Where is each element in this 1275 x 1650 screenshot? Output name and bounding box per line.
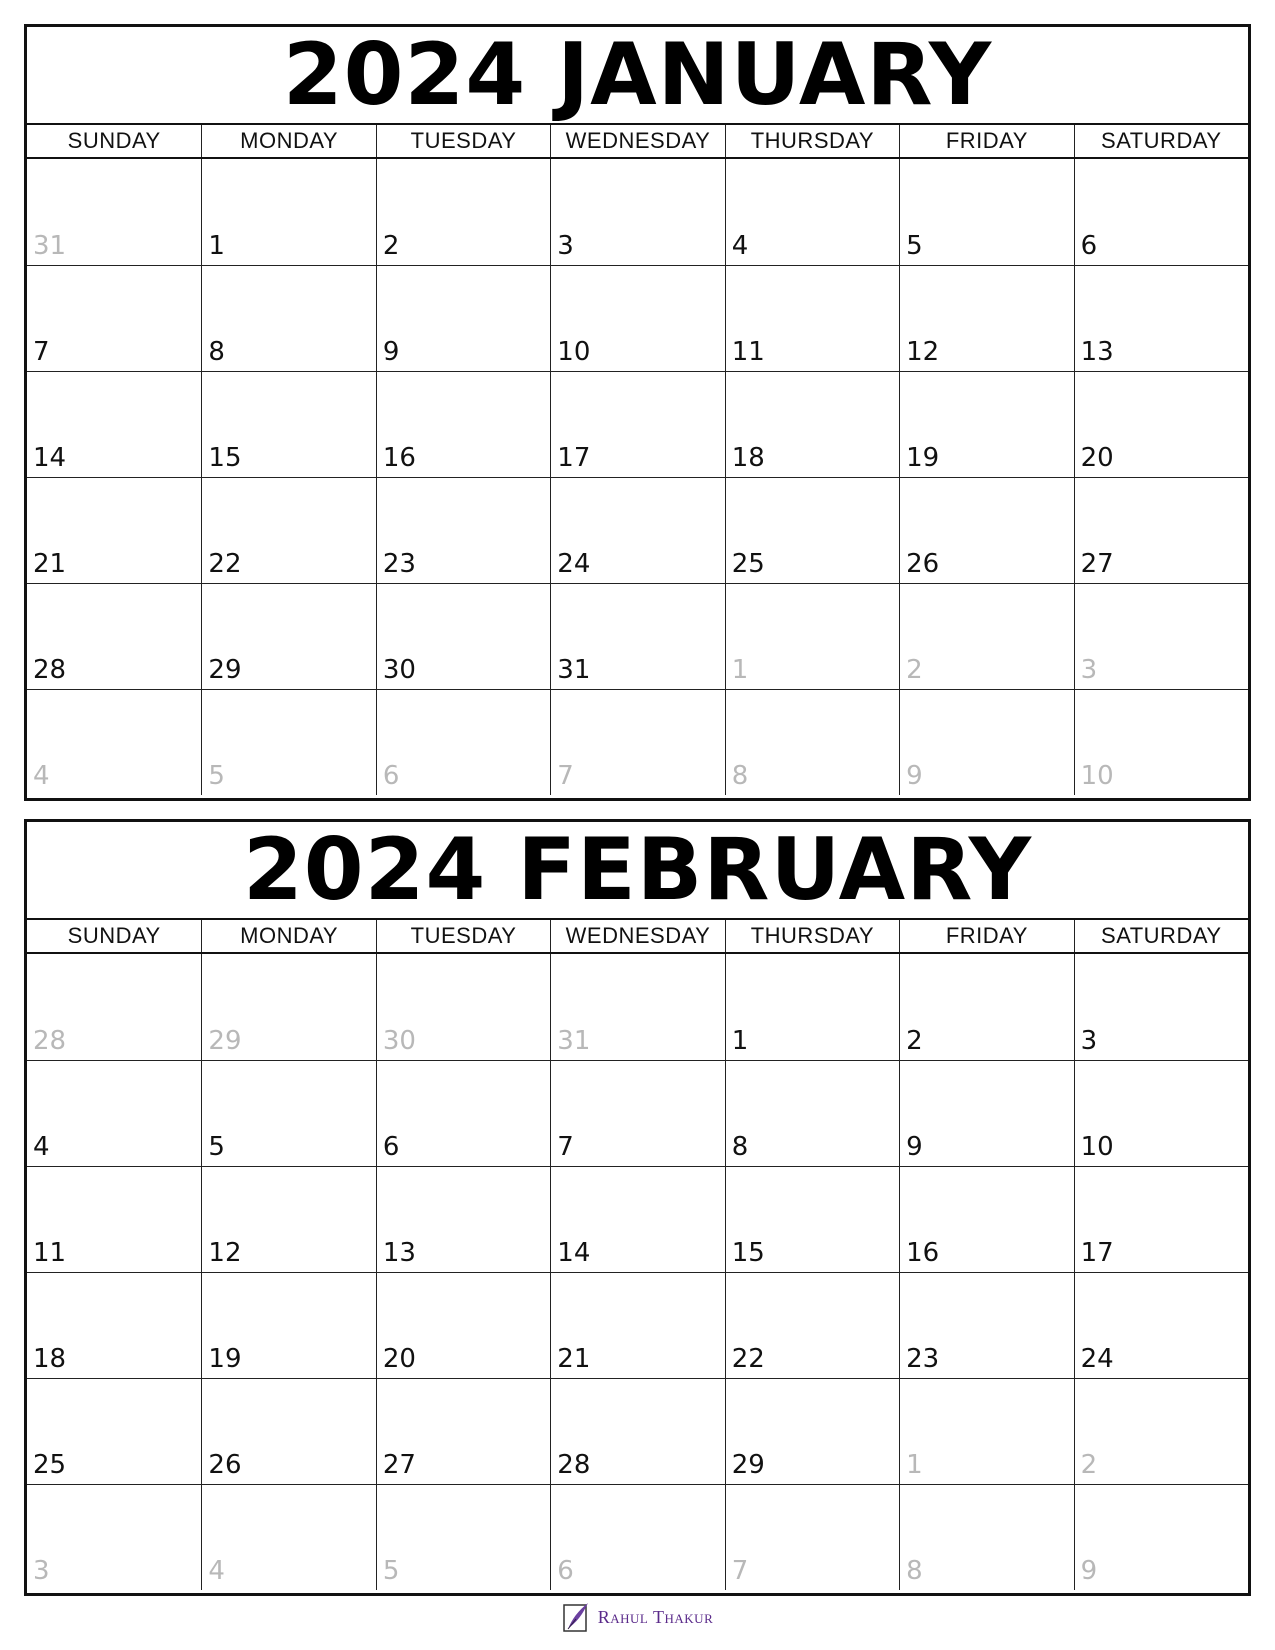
day-cell bbox=[550, 583, 724, 689]
day-cell bbox=[725, 689, 899, 795]
day-cell bbox=[1074, 1272, 1248, 1378]
adjacent-month-day-number: 4 bbox=[208, 1556, 225, 1586]
day-cell bbox=[27, 1378, 201, 1484]
day-number: 26 bbox=[208, 1450, 242, 1480]
day-number: 9 bbox=[906, 1132, 923, 1162]
day-cell bbox=[201, 371, 375, 477]
weekday-label: FRIDAY bbox=[899, 125, 1073, 157]
adjacent-month-day-number: 1 bbox=[906, 1450, 923, 1480]
day-cell bbox=[27, 265, 201, 371]
day-cell bbox=[201, 1060, 375, 1166]
day-number: 30 bbox=[382, 655, 416, 685]
day-cell bbox=[725, 1166, 899, 1272]
day-cell bbox=[725, 159, 899, 265]
day-number: 6 bbox=[1080, 231, 1098, 261]
adjacent-month-day-number: 8 bbox=[906, 1556, 923, 1586]
day-number: 10 bbox=[557, 337, 591, 367]
adjacent-month-day-number: 9 bbox=[906, 761, 923, 791]
adjacent-month-day-number: 7 bbox=[731, 1556, 749, 1586]
day-cell bbox=[376, 1272, 550, 1378]
day-cell bbox=[201, 1272, 375, 1378]
day-cell bbox=[899, 1060, 1073, 1166]
day-cell bbox=[899, 1484, 1073, 1590]
day-cell bbox=[376, 265, 550, 371]
day-cell bbox=[899, 265, 1073, 371]
day-number: 20 bbox=[382, 1344, 416, 1374]
day-number: 17 bbox=[557, 443, 591, 473]
adjacent-month-day-number: 3 bbox=[33, 1556, 50, 1586]
day-cell bbox=[1074, 159, 1248, 265]
weekday-label: THURSDAY bbox=[725, 920, 899, 952]
day-number: 17 bbox=[1080, 1238, 1114, 1268]
day-cell bbox=[1074, 1484, 1248, 1590]
day-number: 27 bbox=[1080, 549, 1114, 579]
day-cell bbox=[725, 1378, 899, 1484]
weekday-label: SATURDAY bbox=[1074, 125, 1248, 157]
day-number: 19 bbox=[906, 443, 940, 473]
day-number: 21 bbox=[33, 549, 67, 579]
weekday-label: WEDNESDAY bbox=[550, 125, 724, 157]
day-cell bbox=[201, 1484, 375, 1590]
footer-branding bbox=[0, 1597, 1275, 1637]
adjacent-month-day-number: 1 bbox=[731, 655, 749, 685]
day-cell bbox=[550, 689, 724, 795]
weekday-label: TUESDAY bbox=[376, 125, 550, 157]
day-cell bbox=[1074, 371, 1248, 477]
day-number: 15 bbox=[208, 443, 242, 473]
day-cell bbox=[27, 583, 201, 689]
day-number: 11 bbox=[33, 1238, 67, 1268]
day-number: 16 bbox=[382, 443, 416, 473]
adjacent-month-day-number: 6 bbox=[557, 1556, 574, 1586]
day-number: 20 bbox=[1080, 443, 1114, 473]
day-cell bbox=[201, 1166, 375, 1272]
day-number: 5 bbox=[906, 231, 923, 261]
day-cell bbox=[899, 1378, 1073, 1484]
day-cell bbox=[725, 371, 899, 477]
day-cell bbox=[201, 477, 375, 583]
adjacent-month-day-number: 5 bbox=[208, 761, 225, 791]
day-cell bbox=[1074, 954, 1248, 1060]
day-number: 5 bbox=[208, 1132, 225, 1162]
weekday-label: SUNDAY bbox=[67, 128, 161, 153]
day-cell bbox=[550, 371, 724, 477]
weekday-header bbox=[27, 125, 1248, 159]
day-number: 15 bbox=[731, 1238, 765, 1268]
day-cell bbox=[1074, 265, 1248, 371]
adjacent-month-day-number: 7 bbox=[557, 761, 574, 791]
day-number: 11 bbox=[731, 337, 765, 367]
calendar-title: 2024 JANUARY bbox=[27, 27, 1248, 125]
day-number: 22 bbox=[208, 549, 242, 579]
day-cell bbox=[1074, 583, 1248, 689]
day-cell bbox=[27, 477, 201, 583]
adjacent-month-day-number: 31 bbox=[33, 231, 67, 261]
adjacent-month-day-number: 5 bbox=[382, 1556, 400, 1586]
day-number: 4 bbox=[33, 1132, 50, 1162]
day-number: 13 bbox=[1080, 337, 1114, 367]
weekday-label: TUESDAY bbox=[376, 920, 550, 952]
day-number: 16 bbox=[906, 1238, 940, 1268]
weekday-label: WEDNESDAY bbox=[550, 920, 724, 952]
adjacent-month-day-number: 3 bbox=[1080, 655, 1098, 685]
day-cell bbox=[725, 265, 899, 371]
day-number: 18 bbox=[33, 1344, 67, 1374]
day-number: 27 bbox=[382, 1450, 416, 1480]
adjacent-month-day-number: 8 bbox=[731, 761, 749, 791]
day-cell bbox=[1074, 1166, 1248, 1272]
day-cell bbox=[1074, 689, 1248, 795]
day-cell bbox=[376, 583, 550, 689]
weekday-label: SATURDAY bbox=[1074, 920, 1248, 952]
day-number: 28 bbox=[557, 1450, 591, 1480]
day-number: 29 bbox=[731, 1450, 765, 1480]
weekday-label: SUNDAY bbox=[67, 923, 161, 948]
day-number: 25 bbox=[33, 1450, 67, 1480]
day-cell bbox=[1074, 1060, 1248, 1166]
day-cell bbox=[899, 954, 1073, 1060]
day-cell bbox=[899, 583, 1073, 689]
day-cell bbox=[376, 954, 550, 1060]
day-grid bbox=[27, 159, 1248, 795]
day-number: 6 bbox=[382, 1132, 400, 1162]
day-cell bbox=[899, 159, 1073, 265]
day-cell bbox=[1074, 477, 1248, 583]
day-cell bbox=[376, 689, 550, 795]
weekday-label: THURSDAY bbox=[725, 125, 899, 157]
adjacent-month-day-number: 6 bbox=[382, 761, 400, 791]
day-number: 26 bbox=[906, 549, 940, 579]
brand-name: Rahul Thakur bbox=[597, 1606, 714, 1627]
day-number: 12 bbox=[906, 337, 940, 367]
day-number: 1 bbox=[208, 231, 225, 261]
day-cell bbox=[376, 1484, 550, 1590]
day-cell bbox=[201, 954, 375, 1060]
day-number: 22 bbox=[731, 1344, 765, 1374]
quill-feather-icon bbox=[562, 1601, 590, 1633]
day-cell bbox=[550, 1166, 724, 1272]
day-cell bbox=[201, 583, 375, 689]
day-number: 7 bbox=[557, 1132, 574, 1162]
adjacent-month-day-number: 10 bbox=[1080, 761, 1114, 791]
adjacent-month-day-number: 9 bbox=[1080, 1556, 1098, 1586]
day-cell bbox=[725, 1484, 899, 1590]
day-cell bbox=[550, 265, 724, 371]
day-cell bbox=[550, 1378, 724, 1484]
day-cell bbox=[550, 1484, 724, 1590]
day-number: 12 bbox=[208, 1238, 242, 1268]
adjacent-month-day-number: 2 bbox=[906, 655, 923, 685]
day-cell bbox=[201, 689, 375, 795]
day-cell bbox=[899, 689, 1073, 795]
adjacent-month-day-number: 31 bbox=[557, 1026, 591, 1056]
day-cell bbox=[899, 1166, 1073, 1272]
day-number: 14 bbox=[33, 443, 67, 473]
day-number: 3 bbox=[1080, 1026, 1098, 1056]
day-number: 31 bbox=[557, 655, 591, 685]
day-cell bbox=[725, 1272, 899, 1378]
day-number: 4 bbox=[731, 231, 749, 261]
day-cell bbox=[550, 1272, 724, 1378]
day-cell bbox=[27, 1060, 201, 1166]
day-cell bbox=[550, 477, 724, 583]
day-cell bbox=[27, 1272, 201, 1378]
day-cell bbox=[550, 1060, 724, 1166]
day-cell bbox=[899, 1272, 1073, 1378]
day-number: 9 bbox=[382, 337, 400, 367]
day-cell bbox=[550, 954, 724, 1060]
day-cell bbox=[899, 477, 1073, 583]
day-cell bbox=[201, 265, 375, 371]
day-cell bbox=[27, 371, 201, 477]
day-number: 23 bbox=[382, 549, 416, 579]
adjacent-month-day-number: 2 bbox=[1080, 1450, 1098, 1480]
day-number: 13 bbox=[382, 1238, 416, 1268]
adjacent-month-day-number: 4 bbox=[33, 761, 50, 791]
day-cell bbox=[27, 1166, 201, 1272]
day-cell bbox=[27, 159, 201, 265]
day-number: 7 bbox=[33, 337, 50, 367]
day-cell bbox=[376, 1166, 550, 1272]
day-cell bbox=[725, 477, 899, 583]
day-cell bbox=[725, 1060, 899, 1166]
day-number: 2 bbox=[906, 1026, 923, 1056]
day-number: 19 bbox=[208, 1344, 242, 1374]
day-number: 18 bbox=[731, 443, 765, 473]
day-number: 1 bbox=[731, 1026, 749, 1056]
day-cell bbox=[201, 159, 375, 265]
day-cell bbox=[376, 159, 550, 265]
day-number: 10 bbox=[1080, 1132, 1114, 1162]
day-number: 2 bbox=[382, 231, 400, 261]
day-number: 29 bbox=[208, 655, 242, 685]
day-grid bbox=[27, 954, 1248, 1590]
day-number: 8 bbox=[731, 1132, 749, 1162]
adjacent-month-day-number: 30 bbox=[382, 1026, 416, 1056]
weekday-label: FRIDAY bbox=[899, 920, 1073, 952]
day-number: 21 bbox=[557, 1344, 591, 1374]
day-cell bbox=[376, 477, 550, 583]
day-number: 24 bbox=[557, 549, 591, 579]
adjacent-month-day-number: 29 bbox=[208, 1026, 242, 1056]
adjacent-month-day-number: 28 bbox=[33, 1026, 67, 1056]
day-cell bbox=[376, 1378, 550, 1484]
day-cell bbox=[376, 371, 550, 477]
day-number: 3 bbox=[557, 231, 574, 261]
weekday-header bbox=[27, 920, 1248, 954]
day-number: 23 bbox=[906, 1344, 940, 1374]
day-cell bbox=[27, 1484, 201, 1590]
weekday-label: MONDAY bbox=[201, 920, 375, 952]
day-number: 24 bbox=[1080, 1344, 1114, 1374]
day-cell bbox=[550, 159, 724, 265]
calendar-title: 2024 FEBRUARY bbox=[27, 822, 1248, 920]
day-cell bbox=[725, 954, 899, 1060]
day-cell bbox=[1074, 1378, 1248, 1484]
day-cell bbox=[201, 1378, 375, 1484]
day-cell bbox=[376, 1060, 550, 1166]
day-cell bbox=[27, 689, 201, 795]
calendar-january bbox=[24, 24, 1251, 801]
day-number: 28 bbox=[33, 655, 67, 685]
day-number: 14 bbox=[557, 1238, 591, 1268]
day-number: 8 bbox=[208, 337, 225, 367]
day-cell bbox=[725, 583, 899, 689]
weekday-label: MONDAY bbox=[201, 125, 375, 157]
day-number: 25 bbox=[731, 549, 765, 579]
calendar-february bbox=[24, 819, 1251, 1596]
day-cell bbox=[899, 371, 1073, 477]
day-cell bbox=[27, 954, 201, 1060]
